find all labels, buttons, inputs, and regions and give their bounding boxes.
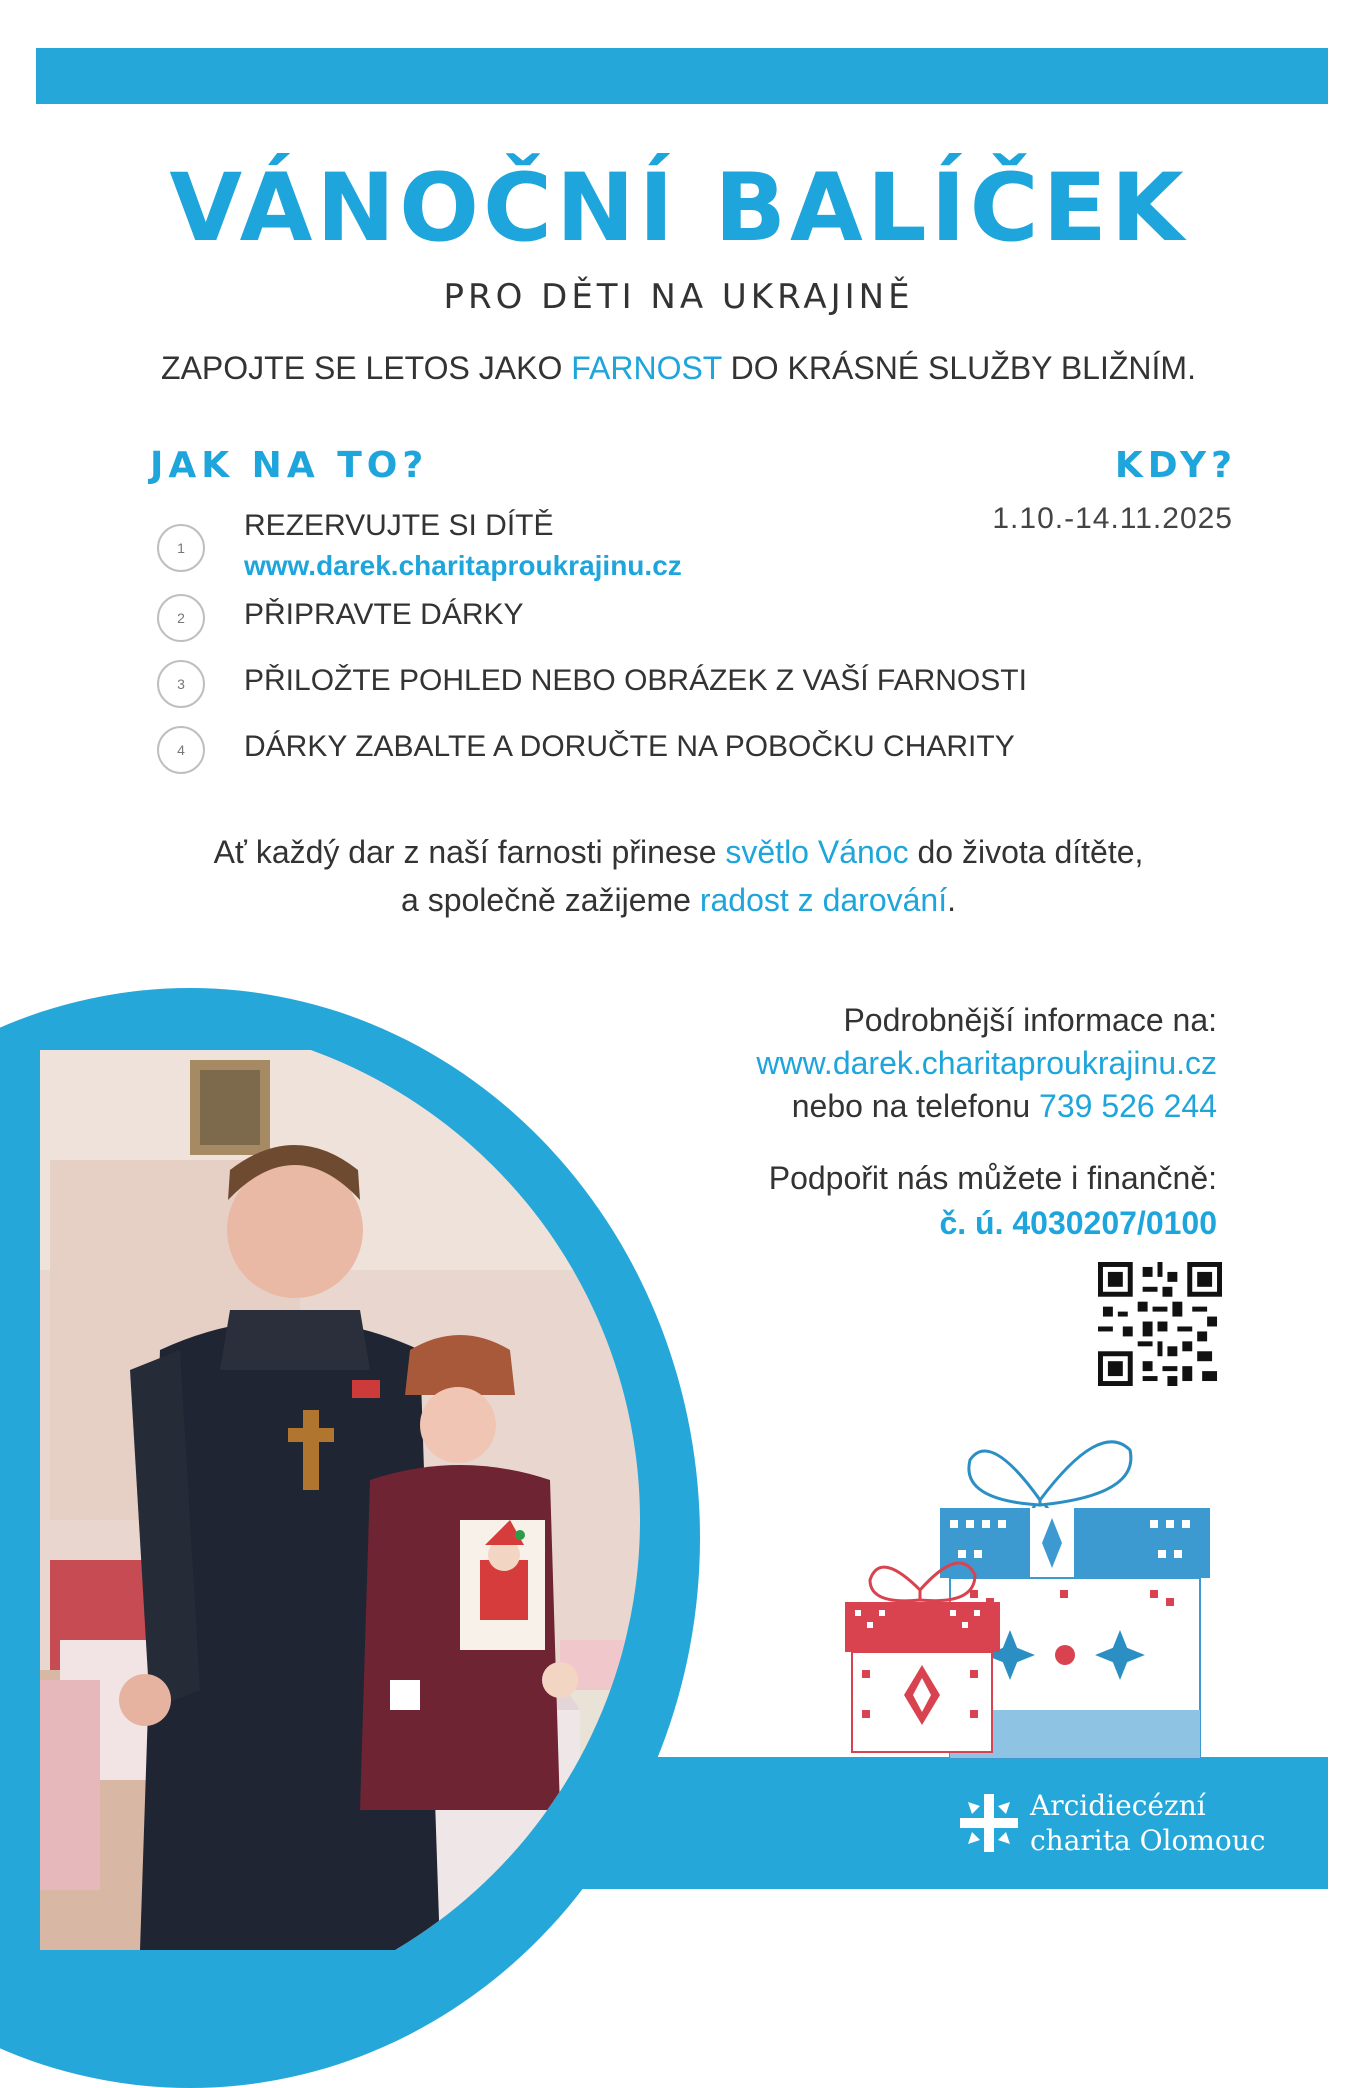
qr-code-icon[interactable] [1098, 1262, 1222, 1386]
phone-label: nebo na telefonu [791, 1088, 1040, 1124]
when-date: 1.10.-14.11.2025 [992, 502, 1233, 535]
caritas-logo-icon [958, 1792, 1020, 1854]
gift-boxes-illustration [840, 1410, 1240, 1770]
bank-account: č. ú. 4030207/0100 [939, 1205, 1217, 1241]
phone-number[interactable]: 739 526 244 [1039, 1088, 1217, 1124]
logo-line-1: Arcidiecézní [1030, 1789, 1206, 1822]
step-3-text: PŘILOŽTE POHLED NEBO OBRÁZEK Z VAŠÍ FARNOSTI [244, 664, 1027, 697]
step-1-number: 1 [157, 524, 205, 572]
quote-1-post: do života dítěte, [908, 834, 1144, 870]
phone-line [792, 1088, 1217, 1125]
step-2-number: 2 [157, 594, 205, 642]
more-info-website[interactable]: www.darek.charitaproukrajinu.cz [756, 1045, 1217, 1081]
step-1-text: REZERVUJTE SI DÍTĚ [244, 509, 554, 542]
more-info-label: Podrobnější informace na: [843, 1002, 1217, 1038]
quote-2-post: . [947, 882, 956, 918]
organization-name [1030, 1788, 1265, 1858]
page-title: VÁNOČNÍ BALÍČEK [169, 154, 1188, 263]
page-subtitle: PRO DĚTI NA UKRAJINĚ [443, 277, 914, 317]
logo-line-2: charita Olomouc [1030, 1824, 1266, 1857]
photo [40, 1050, 660, 1950]
quote-2-pre: a společně zažijeme [401, 882, 700, 918]
tagline-post: DO KRÁSNÉ SLUŽBY BLIŽNÍM. [721, 350, 1196, 386]
quote-line-1 [0, 834, 1357, 871]
how-heading: JAK NA TO? [150, 445, 429, 486]
support-label: Podpořit nás můžete i finančně: [768, 1160, 1217, 1196]
quote-line-2 [0, 882, 1357, 919]
tagline-highlight: FARNOST [571, 350, 722, 386]
quote-2-highlight: radost z darování [699, 882, 948, 918]
quote-1-highlight: světlo Vánoc [725, 834, 909, 870]
step-2-text: PŘIPRAVTE DÁRKY [244, 598, 524, 631]
when-heading: KDY? [1114, 445, 1237, 486]
step-4-text: DÁRKY ZABALTE A DORUČTE NA POBOČKU CHARITY [244, 730, 1015, 763]
tagline-pre: ZAPOJTE SE LETOS JAKO [161, 350, 572, 386]
step-4-number: 4 [157, 726, 205, 774]
step-1-link[interactable]: www.darek.charitaproukrajinu.cz [244, 550, 682, 581]
top-banner-bar [36, 48, 1328, 104]
step-3-number: 3 [157, 660, 205, 708]
quote-1-pre: Ať každý dar z naší farnosti přinese [213, 834, 726, 870]
tagline [0, 352, 1357, 384]
